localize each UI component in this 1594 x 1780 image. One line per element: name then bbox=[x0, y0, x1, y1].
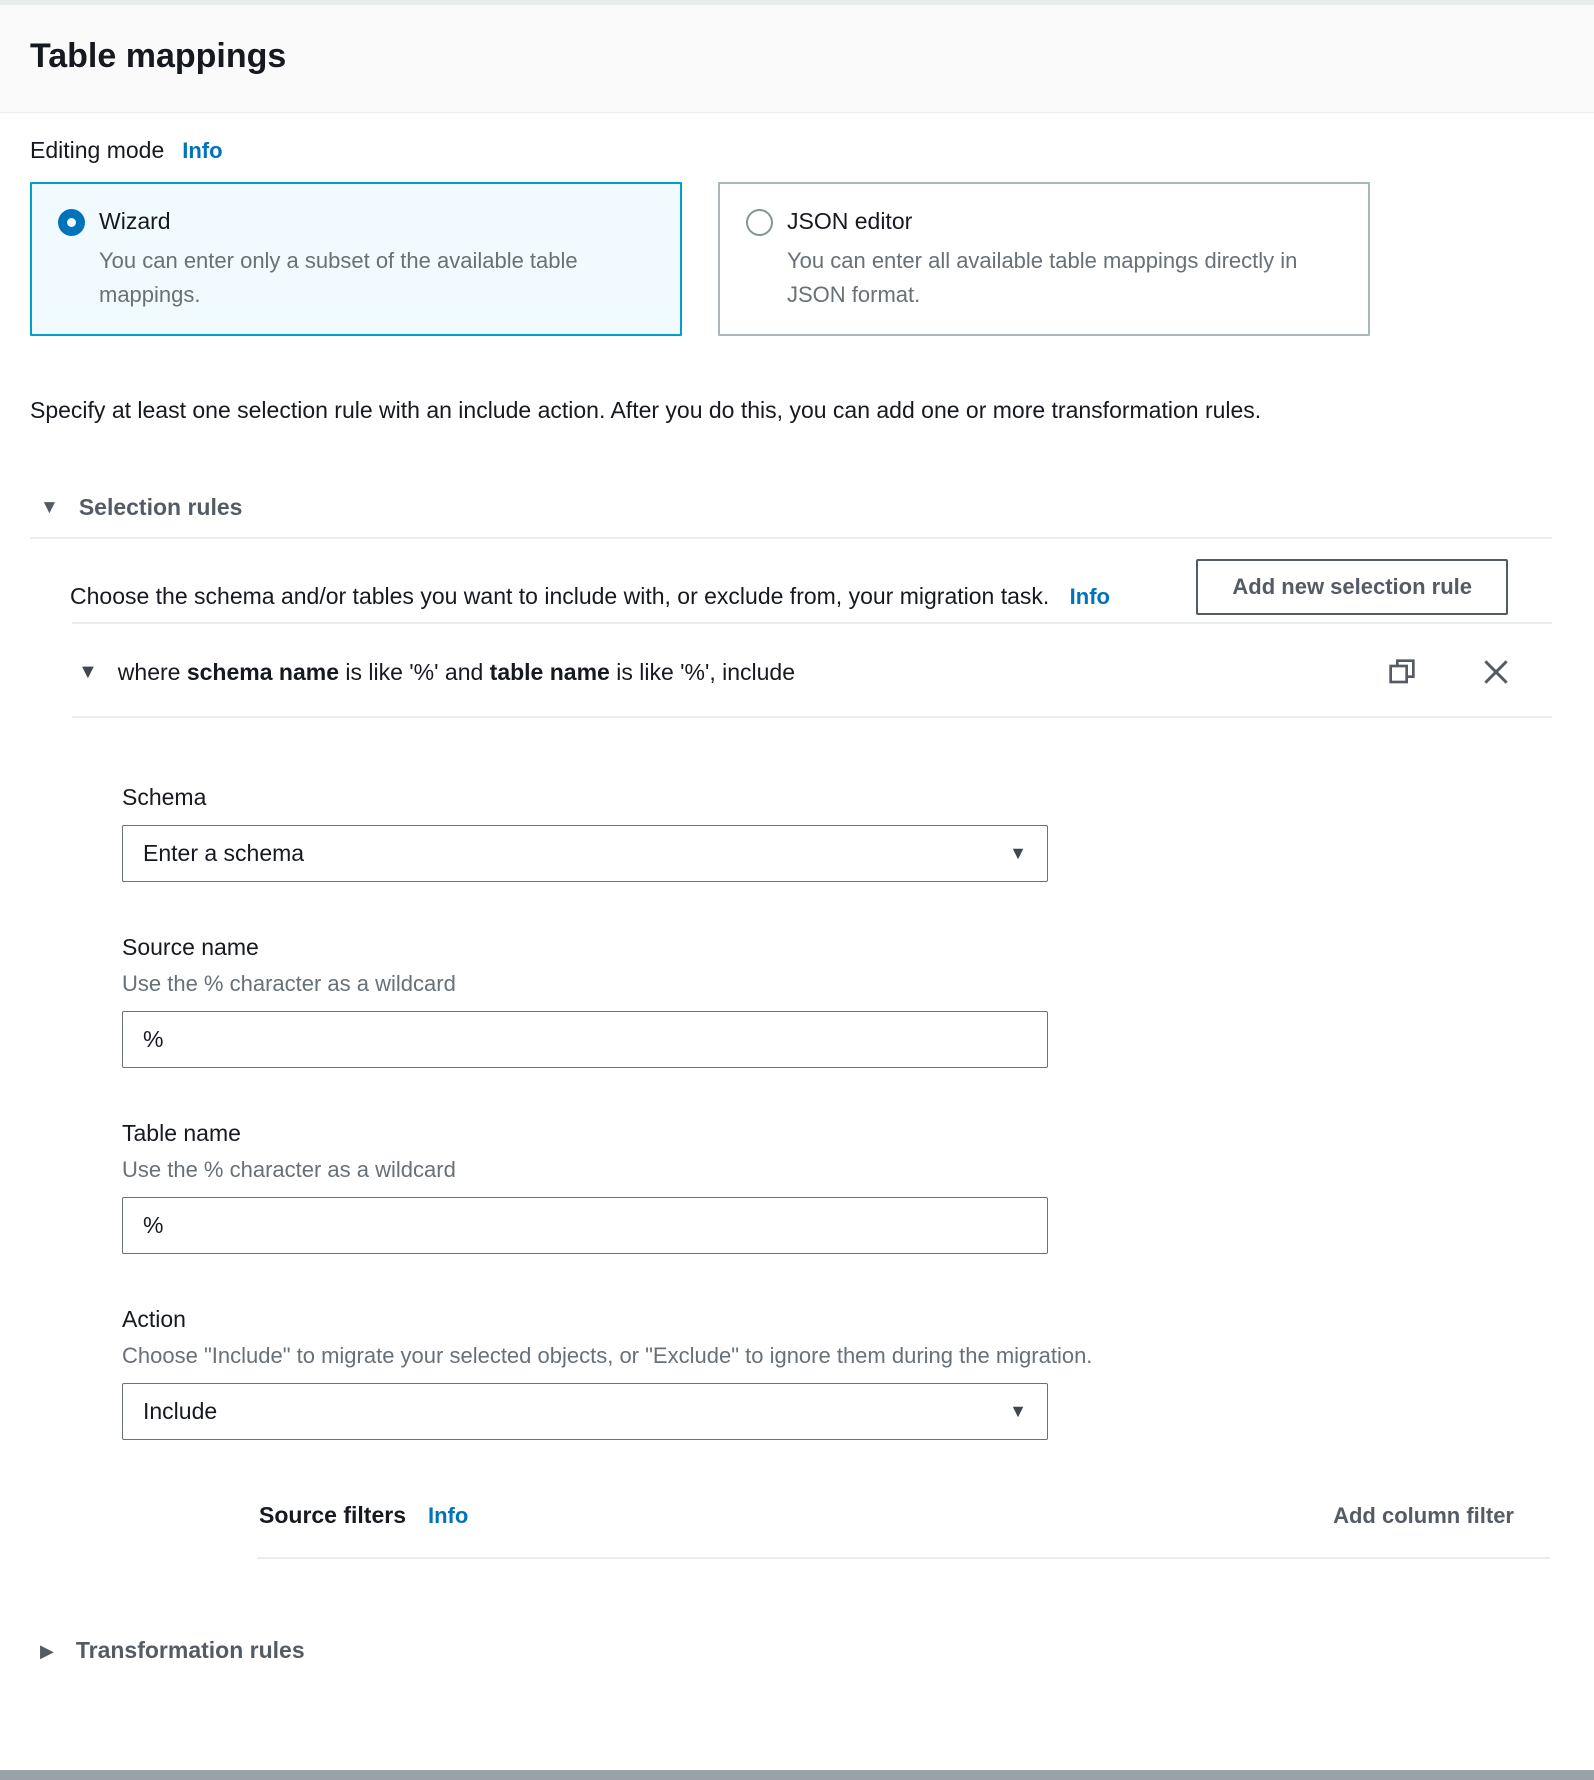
radio-unselected-icon[interactable] bbox=[746, 209, 773, 236]
panel-header bbox=[0, 5, 1594, 113]
action-field-group bbox=[122, 1306, 1552, 1440]
editing-mode-label: Editing mode bbox=[30, 137, 165, 163]
copy-rule-icon[interactable] bbox=[1386, 656, 1418, 688]
divider bbox=[72, 716, 1552, 718]
editing-mode-info-link[interactable]: Info bbox=[182, 138, 223, 163]
bottom-scrollbar-track[interactable] bbox=[0, 1770, 1594, 1780]
source-name-input[interactable] bbox=[122, 1011, 1048, 1068]
schema-field-group bbox=[122, 784, 1552, 882]
caret-right-icon: ▶ bbox=[40, 1640, 54, 1661]
divider bbox=[72, 622, 1552, 624]
table-name-hint: Use the % character as a wildcard bbox=[122, 1157, 456, 1182]
schema-select-value: Enter a schema bbox=[143, 840, 305, 866]
action-label: Action bbox=[122, 1306, 186, 1332]
table-name-field-group bbox=[122, 1120, 1552, 1254]
rule-actions bbox=[1386, 656, 1512, 688]
intro-text: Specify at least one selection rule with an include action. After you do this, you can add one or more transformation rules. bbox=[30, 397, 1262, 423]
action-hint: Choose "Include" to migrate your selected objects, or "Exclude" to ignore them during the migration. bbox=[122, 1343, 1093, 1368]
summary-middle: is like '%' and bbox=[338, 658, 490, 685]
wizard-option-label: Wizard bbox=[99, 208, 171, 234]
editing-mode-options bbox=[30, 182, 1552, 336]
option-card-wizard[interactable] bbox=[30, 182, 682, 336]
close-rule-icon[interactable] bbox=[1480, 656, 1512, 688]
summary-table-field: table name bbox=[489, 658, 610, 685]
add-column-filter-button[interactable]: Add column filter bbox=[1333, 1503, 1514, 1528]
source-name-hint: Use the % character as a wildcard bbox=[122, 971, 456, 996]
wizard-option-description: You can enter only a subset of the available table mappings. bbox=[99, 248, 578, 307]
action-select[interactable] bbox=[122, 1383, 1048, 1440]
schema-label: Schema bbox=[122, 784, 207, 810]
radio-selected-icon[interactable] bbox=[58, 209, 85, 236]
chevron-down-icon: ▼ bbox=[1009, 1401, 1027, 1421]
option-card-json-editor[interactable] bbox=[718, 182, 1370, 336]
table-name-input[interactable] bbox=[122, 1197, 1048, 1254]
transformation-rules-header[interactable] bbox=[30, 1637, 1552, 1664]
selection-rule-form bbox=[30, 784, 1552, 1559]
summary-prefix: where bbox=[117, 658, 187, 685]
caret-down-icon: ▼ bbox=[78, 661, 98, 683]
selection-rules-info-link[interactable]: Info bbox=[1069, 584, 1110, 609]
selection-rule-summary bbox=[118, 659, 795, 686]
selection-rules-header[interactable] bbox=[30, 494, 1552, 521]
schema-select[interactable] bbox=[122, 825, 1048, 882]
add-new-selection-rule-button[interactable]: Add new selection rule bbox=[1196, 559, 1508, 615]
source-filters-title: Source filters bbox=[259, 1502, 406, 1528]
page-title: Table mappings bbox=[30, 37, 287, 75]
selection-rules-description-row bbox=[30, 559, 1552, 618]
panel-body bbox=[0, 113, 1594, 1664]
caret-down-icon: ▼ bbox=[40, 497, 59, 518]
source-filters-row bbox=[259, 1502, 1514, 1529]
action-select-value: Include bbox=[143, 1398, 218, 1424]
json-editor-option-description: You can enter all available table mappings directly in JSON format. bbox=[787, 248, 1298, 307]
chevron-down-icon: ▼ bbox=[1009, 843, 1027, 863]
selection-rule-summary-row[interactable] bbox=[30, 656, 1552, 688]
summary-suffix: is like '%', include bbox=[609, 658, 796, 685]
source-name-field-group bbox=[122, 934, 1552, 1068]
editing-mode-row bbox=[30, 137, 1552, 164]
table-name-label: Table name bbox=[122, 1120, 241, 1146]
divider bbox=[30, 537, 1552, 539]
transformation-rules-title: Transformation rules bbox=[75, 1637, 305, 1663]
divider bbox=[257, 1557, 1550, 1559]
source-name-label: Source name bbox=[122, 934, 259, 960]
selection-rules-description bbox=[70, 559, 1110, 618]
json-editor-option-label: JSON editor bbox=[787, 208, 913, 234]
summary-schema-field: schema name bbox=[186, 658, 339, 685]
selection-rules-description-text: Choose the schema and/or tables you want to include with, or exclude from, your migration task. bbox=[70, 583, 1050, 609]
source-filters-info-link[interactable]: Info bbox=[428, 1503, 469, 1528]
selection-rules-title: Selection rules bbox=[78, 494, 243, 520]
